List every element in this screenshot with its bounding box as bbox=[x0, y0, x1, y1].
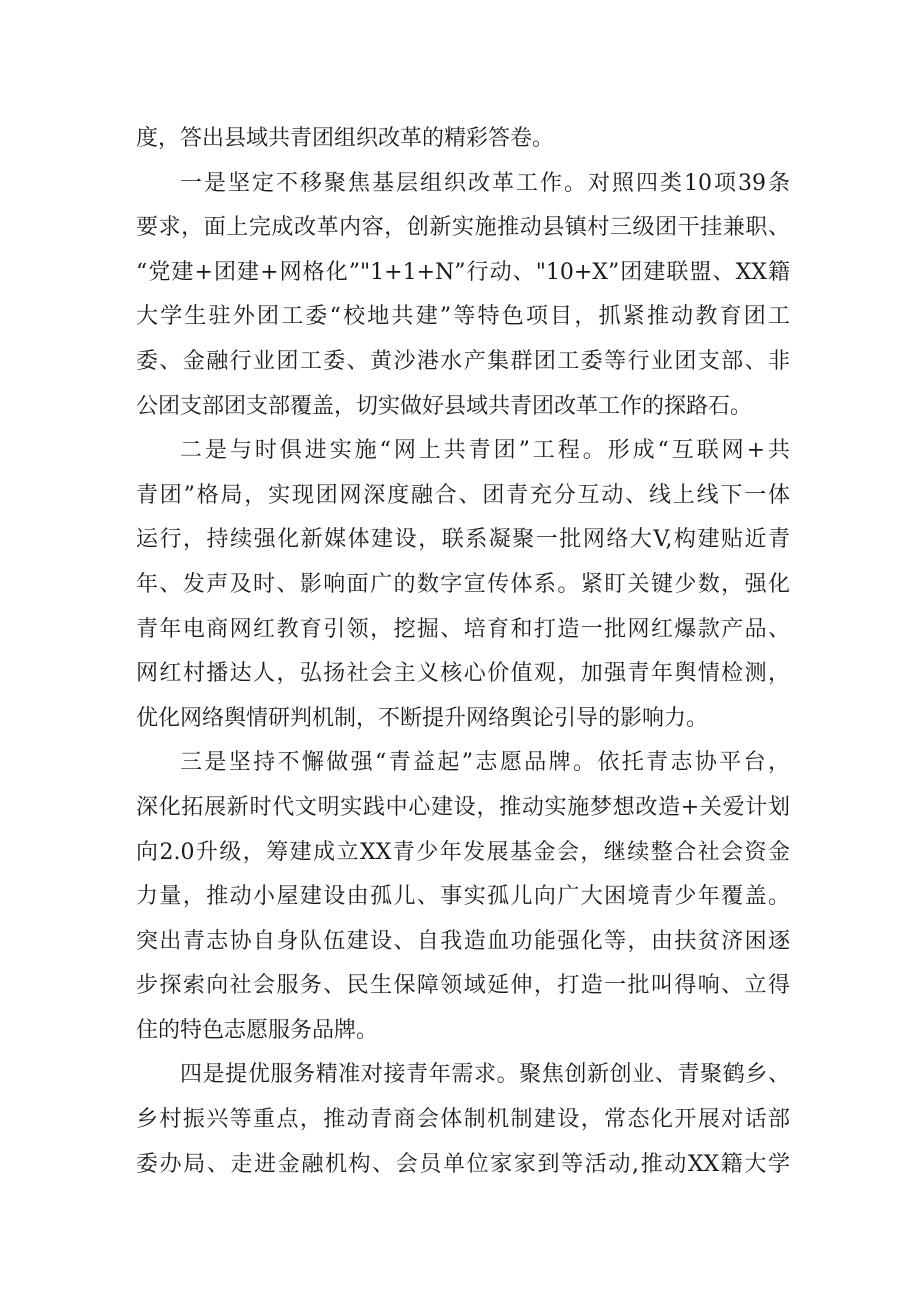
text-line: 公团支部团支部覆盖，切实做好县域共青团改革工作的探路石。 bbox=[136, 393, 753, 419]
text-line: 步探索向社会服务、民生保障领域延伸，打造一批叫得响、立得 bbox=[136, 973, 790, 999]
text-line: 住的特色志愿服务品牌。 bbox=[136, 1017, 379, 1043]
text-line: 运行，持续强化新媒体建设，联系凝聚一批网络大V,构建贴近青 bbox=[136, 527, 790, 553]
text-line: 委、金融行业团工委、黄沙港水产集群团工委等行业团支部、非 bbox=[136, 348, 790, 374]
document-body bbox=[136, 117, 790, 1187]
text-line: 网红村播达人，弘扬社会主义核心价值观，加强青年舆情检测， bbox=[136, 661, 790, 687]
paragraph-start-line: 一是坚定不移聚焦基层组织改革工作。对照四类10项39条 bbox=[180, 170, 790, 196]
text-line: 乡村振兴等重点，推动青商会体制机制建设，常态化开展对话部 bbox=[136, 1107, 790, 1133]
text-line: 优化网络舆情研判机制，不断提升网络舆论引导的影响力。 bbox=[136, 705, 709, 731]
text-line: 突出青志协自身队伍建设、自我造血功能强化等，由扶贫济困逐 bbox=[136, 928, 790, 954]
text-line: 委办局、走进金融机构、会员单位家家到等活动,推动XX籍大学 bbox=[136, 1151, 790, 1177]
text-line: 深化拓展新时代文明实践中心建设，推动实施梦想改造+关爱计划 bbox=[136, 794, 790, 820]
text-line: 力量，推动小屋建设由孤儿、事实孤儿向广大困境青少年覆盖。 bbox=[136, 884, 790, 910]
text-line: 青年电商网红教育引领，挖掘、培育和打造一批网红爆款产品、 bbox=[136, 616, 790, 642]
text-line: 年、发声及时、影响面广的数字宣传体系。紧盯关键少数，强化 bbox=[136, 571, 790, 597]
paragraph-start-line: 三是坚持不懈做强“青益起”志愿品牌。依托青志协平台， bbox=[180, 750, 790, 776]
paragraph-start-line: 二是与时俱进实施“网上共青团”工程。形成“互联网+共 bbox=[180, 438, 790, 464]
text-line: 要求，面上完成改革内容，创新实施推动县镇村三级团干挂兼职、 bbox=[136, 215, 790, 241]
paragraph-start-line: 四是提优服务精准对接青年需求。聚焦创新创业、青聚鹤乡、 bbox=[180, 1062, 790, 1088]
text-line: “党建+团建+网格化”"1+1+N”行动、"10+X”团建联盟、XX籍 bbox=[136, 259, 790, 285]
text-line: 大学生驻外团工委“校地共建”等特色项目，抓紧推动教育团工 bbox=[136, 304, 790, 330]
text-line: 青团”格局，实现团网深度融合、团青充分互动、线上线下一体 bbox=[136, 482, 790, 508]
text-line: 向2.0升级，筹建成立XX青少年发展基金会，继续整合社会资金 bbox=[136, 839, 790, 865]
text-line: 度，答出县域共青团组织改革的精彩答卷。 bbox=[136, 126, 555, 151]
